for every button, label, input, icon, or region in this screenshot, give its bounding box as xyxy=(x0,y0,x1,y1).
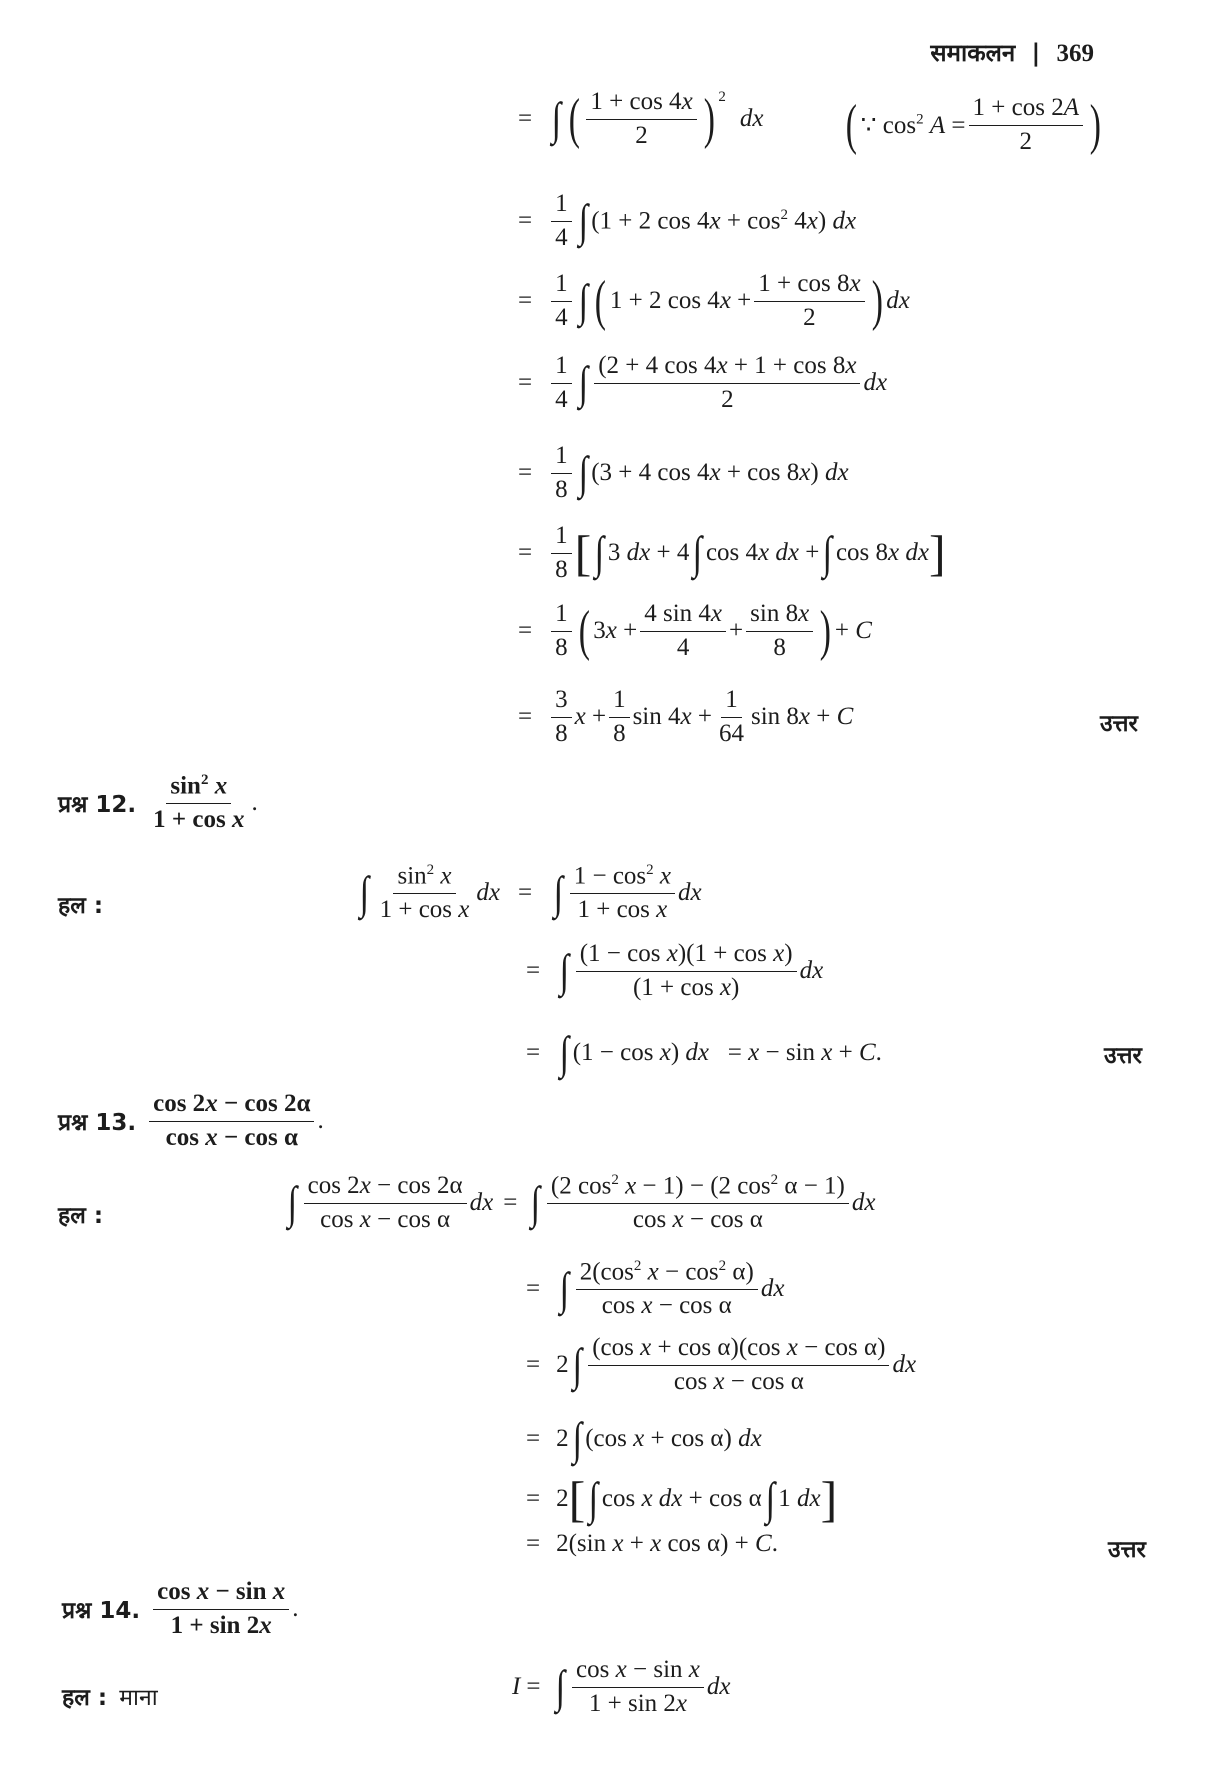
math-identity-note: ( ∵ $\cos^2 A$ = $\frac{1 + \cos 2A}{2}$ ) xyxy=(845,94,1101,157)
answer-mark: उत्तर xyxy=(1108,1537,1146,1563)
answer-mark: उत्तर xyxy=(1100,711,1138,737)
math-line-4: = $\frac{1}{4}$ ∫ $\frac{(2 + 4 \cos 4x + 1 + \cos 8x}{2}$ dx xyxy=(518,352,888,413)
math-line-3: = $\frac{1}{4}$ ∫ ( 1 + 2 cos 4x + $\frac{1 + \cos 8x}{2}$ ) dx xyxy=(518,270,910,333)
q12-line-3: = ∫ (1 − cos x) dx = x − sin x + C. xyxy=(526,1027,882,1078)
math-line-5: = $\frac{1}{8}$ ∫ (3 + 4 cos 4x + cos 8x) dx xyxy=(518,442,849,503)
question-13: प्रश्न 13. $\frac{\cos 2x - \cos 2\alpha}{\text{cos x − cos α}}$ . xyxy=(58,1090,324,1151)
math-line-1: = ∫ ( $\frac{1 + \cos 4x}{2}$ ) $^2$ dx xyxy=(518,88,764,151)
question-14-label: प्रश्न 14. xyxy=(62,1598,141,1625)
solution-label-14: हल : xyxy=(62,1685,108,1711)
page-number: 369 xyxy=(1056,40,1094,67)
math-line-7: = $\frac{1}{8}$ ( 3x + $\frac{4 \sin 4x}{4}$ + $\frac{\sin 8x}{8}$ ) + C xyxy=(518,600,872,663)
math-line-6: = $\frac{1}{8}$ [ ∫ 3 dx + 4 ∫ cos 4x dx + ∫ cos 8x dx ] xyxy=(518,522,946,583)
q12-line-1: ∫ $\frac{\sin^2 x}{\text{1 + cos x}}$ dx = ∫ $\frac{1 - \cos^2 x}{\text{1 + cos x}}$ dx xyxy=(359,862,702,924)
question-13-label: प्रश्न 13. xyxy=(58,1110,137,1137)
q13-line-1: ∫ $\frac{\cos 2x - \cos 2\alpha}{\text{cos x − cos α}}$ dx = ∫ $\frac{(2 \cos^2 x - 1) - (2 \cos^2 \alpha - 1)}{\text{cos x − cos α}}$ dx xyxy=(287,1172,876,1234)
q12-line-2: = ∫ $\frac{\text{(1 − cos x)(1 + cos x)}}{\text{(1 + cos x)}}$ dx xyxy=(526,940,824,1001)
let-label: माना xyxy=(119,1685,158,1711)
solution-label-13: हल : xyxy=(58,1203,104,1229)
page-header xyxy=(930,36,1094,69)
q13-line-4: = 2 ∫ (cos x + cos α) dx xyxy=(526,1413,762,1464)
q14-line-1: I = ∫ $\frac{\text{cos x − sin x}}{1 + \sin 2x}$ dx xyxy=(512,1656,731,1717)
solution-let-label xyxy=(62,1680,158,1712)
question-12-label: प्रश्न 12. xyxy=(58,792,137,819)
solution-label-12: हल : xyxy=(58,893,104,919)
math-line-2: = $\frac{1}{4}$ ∫ (1 + 2 $\cos 4x + \cos^2 4x$) dx xyxy=(518,190,857,251)
math-line-8: = $\frac{3}{8}$ x + $\frac{1}{8}$ sin 4x + $\frac{1}{64}$ sin 8x + C xyxy=(518,686,854,747)
q13-line-5: = 2 [ ∫ cos x dx + cos α ∫ 1 dx ] xyxy=(526,1471,838,1527)
question-12: प्रश्न 12. $\frac{\sin^2 x}{\text{1 + cos x}}$ . xyxy=(58,772,258,834)
header-separator: | xyxy=(1031,39,1041,67)
q13-line-3: = 2 ∫ $\frac{\text{(cos x + cos α)(cos x − cos α)}}{\text{cos x − cos α}}$ dx xyxy=(526,1334,917,1395)
q13-line-6: = 2(sin x + x cos α) + C. xyxy=(526,1530,778,1557)
question-14: प्रश्न 14. $\frac{\text{cos x − sin x}}{1 + \sin 2x}$ . xyxy=(62,1578,299,1639)
chapter-title: समाकलन xyxy=(930,39,1016,67)
answer-mark: उत्तर xyxy=(1104,1043,1142,1069)
q13-line-2: = ∫ $\frac{2(\cos^2 x - \cos^2 \alpha)}{\text{cos x − cos α}}$ dx xyxy=(526,1258,785,1320)
